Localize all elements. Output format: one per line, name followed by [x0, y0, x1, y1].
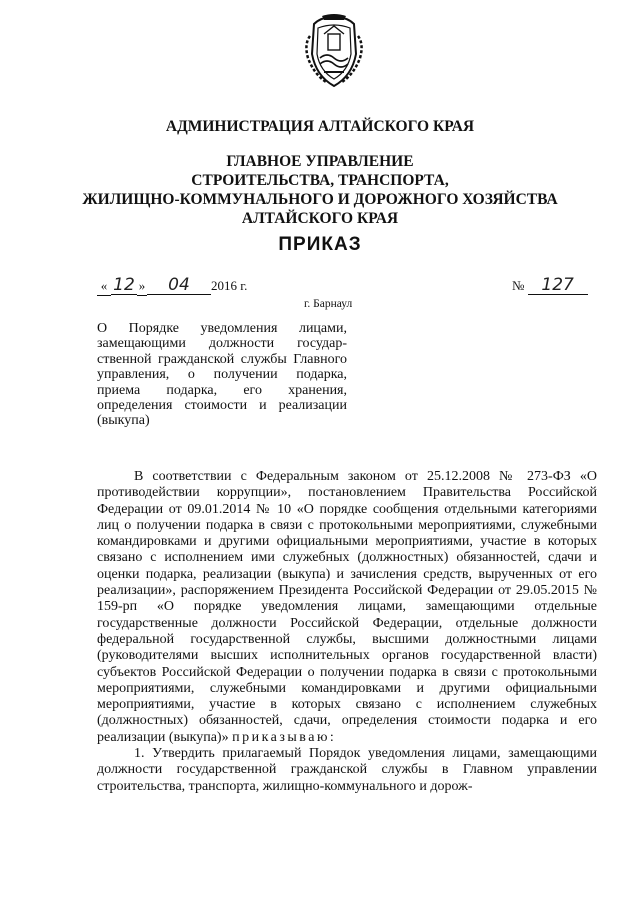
number-value: 127: [528, 276, 588, 295]
number-prefix: №: [512, 278, 525, 293]
order-title: ПРИКАЗ: [278, 234, 362, 255]
order-date: [97, 276, 247, 296]
order-word: приказываю:: [232, 729, 337, 745]
department-line-4: АЛТАЙСКОГО КРАЯ: [241, 210, 399, 227]
order-subject: О Порядке уведомления лицами, замещающими должности государственной гражданской службы Главного управления, о получении подарка, приема подарка, его хранения, определения стоимости и реализации (выкупа): [97, 321, 347, 429]
paragraph-1-text: В соответствии с Федеральным законом от 25.12.2008 № 273-ФЗ «О противодействии коррупции», постановлением Правительства Российской Федерации от 09.01.2014 № 10 «О порядке сообщения отдельными категориями лиц о получении подарка в связи с протокольными мероприятиями, служебными командировками и другими официальными мероприятиями, участие в которых связано с исполнением ими служебных (должностных) обязанностей, сдачи и оценки подарка, реализации (выкупа) и зачисления средств, вырученных от его реализации», распоряжением Президента Российской Федерации от 29.05.2015 № 159-рп «О порядке уведомления лицами, замещающими отдельные государственные должности Российской Федерации, отдельные должности федеральной государственной службы, высшими должностными лицами (руководителями высших исполнительных органов государственной власти) субъектов Российской Федерации о получении подарка в связи с протокольными мероприятиями, служебными командировками и другими официальными мероприятиями, участие в которых связано с исполнением служебных (должностных) обязанностей, сдачи, определения стоимости подарка и его реализации (выкупа)»: [97, 469, 597, 745]
department-title: [0, 152, 640, 228]
paragraph-2: 1. Утвердить прилагаемый Порядок уведомления лицами, замещающими должности государственной гражданской службы в Главном управлении строительства, транспорта, жилищно-коммунального и дорож-: [97, 746, 597, 794]
date-month: 04: [147, 276, 211, 295]
coat-of-arms-icon: [302, 14, 366, 90]
department-line-1: ГЛАВНОЕ УПРАВЛЕНИЕ: [226, 153, 414, 170]
city: г. Барнаул: [304, 298, 353, 310]
date-quote-close: »: [137, 277, 147, 296]
date-year: 2016 г.: [211, 278, 248, 293]
paragraph-1: [97, 469, 597, 746]
order-number: [512, 276, 588, 295]
date-quote-open: «: [97, 277, 111, 296]
date-day: 12: [111, 276, 137, 295]
department-line-2: СТРОИТЕЛЬСТВА, ТРАНСПОРТА,: [191, 172, 449, 189]
department-line-3: ЖИЛИЩНО-КОММУНАЛЬНОГО И ДОРОЖНОГО ХОЗЯЙСТВА: [82, 191, 558, 208]
order-body: [97, 469, 597, 795]
administration-title: АДМИНИСТРАЦИЯ АЛТАЙСКОГО КРАЯ: [165, 118, 475, 135]
